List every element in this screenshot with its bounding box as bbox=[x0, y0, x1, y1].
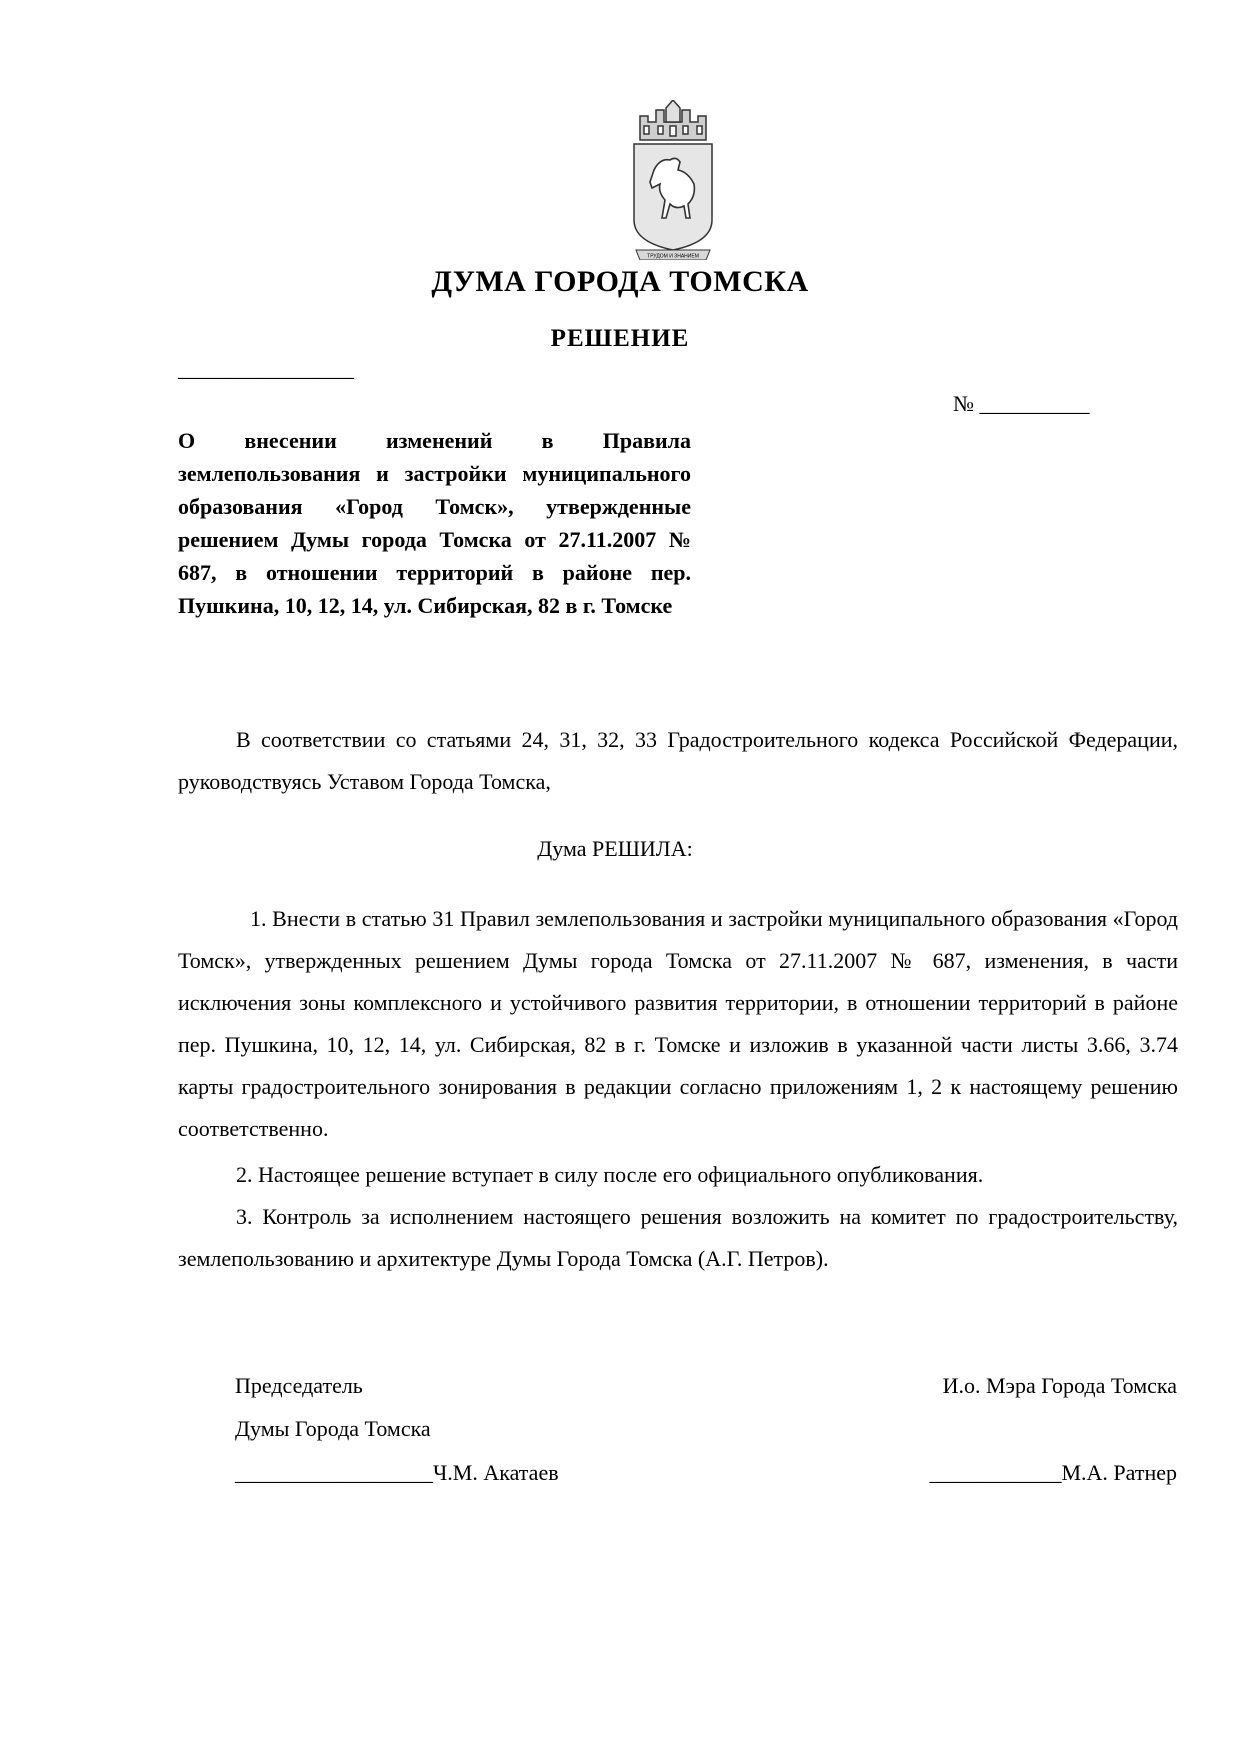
subject-heading: О внесении изменений в Правила землепользования и застройки муниципального образования «Город Томск», утвержденные решением Думы города Томска от 27.11.2007 № 687, в отношении территорий в районе пер. Пушкина, 10, 12, 14, ул. Сибирская, 82 в г. Томске bbox=[178, 428, 691, 618]
chairman-signature-line: __________________Ч.М. Акатаев bbox=[235, 1460, 559, 1485]
emblem-motto: ТРУДОМ И ЗНАНИЕМ bbox=[647, 253, 699, 260]
mayor-signature-line: ____________М.А. Ратнер bbox=[929, 1460, 1177, 1485]
document-number-line: № __________ bbox=[953, 391, 1090, 416]
mayor-title: И.о. Мэра Города Томска bbox=[942, 1373, 1177, 1398]
document-type: РЕШЕНИЕ bbox=[550, 325, 690, 352]
organization-title: ДУМА ГОРОДА ТОМСКА bbox=[431, 265, 809, 298]
item-3-paragraph: 3. Контроль за исполнением настоящего решения возложить на комитет по градостроительству, землепользованию и архитектуре Думы Города Томска (А.Г. Петров). bbox=[178, 1204, 1178, 1271]
intro-paragraph: В соответствии со статьями 24, 31, 32, 33 Градостроительного кодекса Российской Федерации, руководствуясь Уставом Города Томска, bbox=[178, 727, 1178, 794]
item-1-paragraph: 1. Внести в статью 31 Правил землепользования и застройки муниципального образования «Город Томск», утвержденных решением Думы города Томска от 27.11.2007 № 687, изменения, в части исключения зоны комплексного и устойчивого развития территории, в отношении территорий в районе пер. Пушкина, 10, 12, 14, ул. Сибирская, 82 в г. Томске и изложив в указанной части листы 3.66, 3.74 карты градостроительного зонирования в редакции согласно приложениям 1, 2 к настоящему решению соответственно. bbox=[178, 906, 1178, 1141]
crown-icon bbox=[640, 100, 706, 140]
chairman-title: Председатель bbox=[235, 1373, 363, 1398]
resolved-heading: Дума РЕШИЛА: bbox=[537, 836, 693, 861]
coat-of-arms-emblem bbox=[630, 100, 716, 260]
item-2-paragraph: 2. Настоящее решение вступает в силу после его официального опубликования. bbox=[236, 1162, 984, 1187]
chairman-title-line2: Думы Города Томска bbox=[235, 1416, 431, 1441]
date-line: ________________ bbox=[178, 356, 354, 381]
